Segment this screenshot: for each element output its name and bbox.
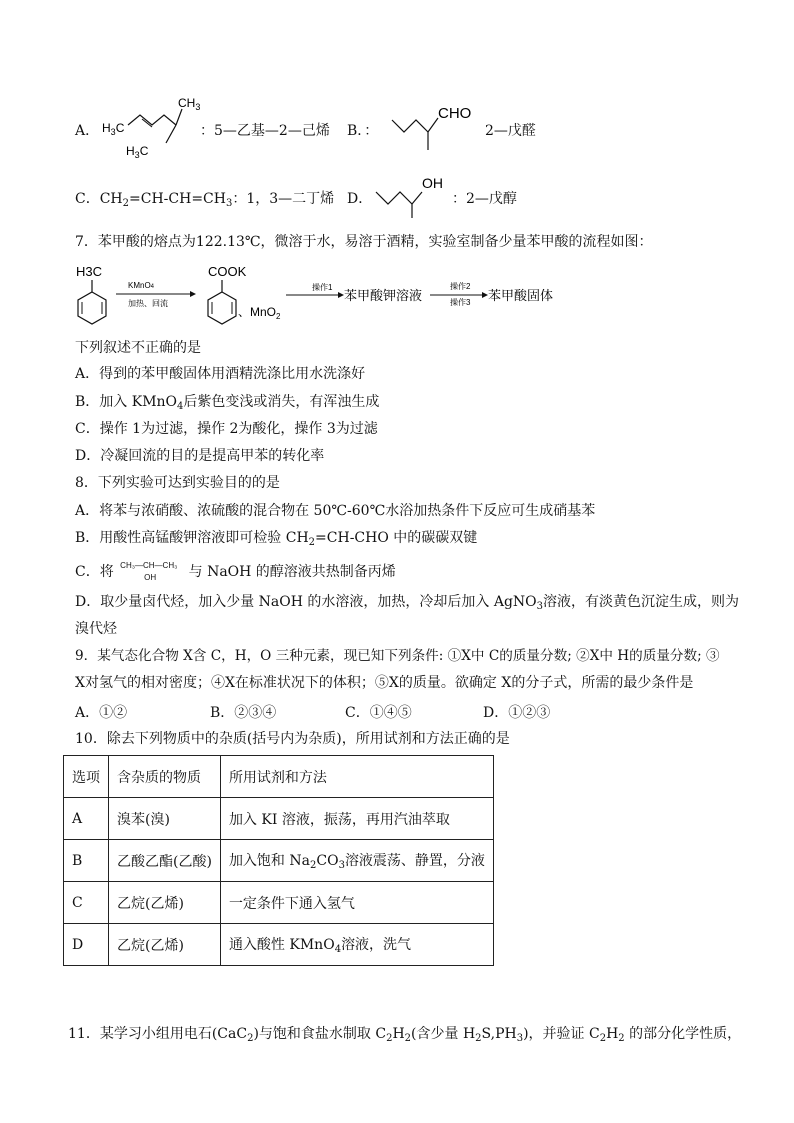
q7-option-b: B．加入 KMnO$_4$后紫色变浅或消失，有浑浊生成 bbox=[75, 394, 380, 412]
q7-question: 下列叙述不正确的是 bbox=[75, 340, 201, 356]
q6-option-c: C．$CH_2=CH-CH=CH_3$：1，3—二丁烯 bbox=[75, 191, 335, 209]
table-row bbox=[64, 882, 494, 924]
table-cell-substance: 乙酸乙酯(乙酸) bbox=[109, 840, 221, 882]
q7-stem: 7．苯甲酸的熔点为122.13℃，微溶于水，易溶于酒精，实验室制备少量苯甲酸的流程如图： bbox=[75, 234, 653, 250]
table-cell-method: 加入 KI 溶液，振荡，再用汽油萃取 bbox=[220, 798, 493, 840]
table-cell-substance: 乙烷(乙烯) bbox=[109, 882, 221, 924]
q7-cook: COOK bbox=[208, 264, 247, 279]
q7-op1: 操作1 bbox=[312, 283, 333, 292]
svg-text:H3C: $H_3C$ bbox=[102, 121, 125, 137]
q7-reagent: KMnO4 bbox=[128, 281, 155, 290]
q8-c-molecule: CH₃—CH—CH₃ OH bbox=[120, 561, 178, 582]
q9-option-c: C．①④⑤ bbox=[345, 705, 412, 721]
q9-option-b: B．②③④ bbox=[210, 705, 277, 721]
table-header: 所用试剂和方法 bbox=[220, 756, 493, 798]
table-cell-substance: 溴苯(溴) bbox=[109, 798, 221, 840]
table-cell-substance: 乙烷(乙烯) bbox=[109, 924, 221, 966]
q7-mno2: 、MnO$_2$ bbox=[238, 305, 281, 321]
q6-option-d-label: D． bbox=[347, 191, 373, 207]
table-row bbox=[64, 840, 494, 882]
q7-toluene-ch3: H3C bbox=[76, 264, 103, 279]
q9-stem-line1: 9．某气态化合物 X含 C，H，O 三种元素，现已知下列条件: ①X中 C的质量分数; ②X中 H的质量分数; ③ bbox=[75, 648, 720, 664]
table-header: 含杂质的物质 bbox=[109, 756, 221, 798]
q7-option-c: C．操作 1为过滤，操作 2为酸化，操作 3为过滤 bbox=[75, 421, 378, 437]
q8-option-a: A．将苯与浓硝酸、浓硫酸的混合物在 50℃-60℃水浴加热条件下反应可生成硝基苯 bbox=[75, 503, 596, 519]
q11-stem: 11．某学习小组用电石(CaC$_2$)与饱和食盐水制取 $C_2H_2$(含少量 $H_2S,PH_3$)，并验证 $C_2H_2$ 的部分化学性质， bbox=[68, 1026, 742, 1044]
table-header-row bbox=[64, 756, 494, 798]
q7-flow-diagram bbox=[72, 258, 572, 330]
table-cell-option: D bbox=[64, 924, 109, 966]
table-cell-method: 一定条件下通入氢气 bbox=[220, 882, 493, 924]
q7-condition: 加热、回流 bbox=[128, 299, 168, 308]
q6-option-a-label: A． bbox=[75, 123, 100, 139]
table-row bbox=[64, 924, 494, 966]
table-cell-option: C bbox=[64, 882, 109, 924]
q6-b-cho: CHO bbox=[438, 105, 472, 122]
table-cell-option: B bbox=[64, 840, 109, 882]
table-cell-method: 通入酸性 KMnO$_4$溶液，洗气 bbox=[220, 924, 493, 966]
q7-product: 苯甲酸固体 bbox=[488, 288, 554, 303]
table-cell-option: A bbox=[64, 798, 109, 840]
q8-option-c: C．将 CH₃—CH—CH₃ OH 与 NaOH 的醇溶液共热制备丙烯 bbox=[75, 561, 396, 582]
q6-option-b-name: 2—戊醛 bbox=[485, 123, 536, 139]
table-cell-method: 加入饱和 $Na_2CO_3$溶液震荡、静置，分液 bbox=[220, 840, 493, 882]
q6-a-ch3-top: CH bbox=[178, 96, 196, 110]
q10-table bbox=[63, 755, 494, 966]
q6-b-structure bbox=[390, 100, 490, 155]
q9-option-d: D．①②③ bbox=[483, 705, 551, 721]
q9-option-a: A．①② bbox=[75, 705, 128, 721]
q7-intermediate: 苯甲酸钾溶液 bbox=[344, 288, 423, 303]
table-row bbox=[64, 798, 494, 840]
q6-d-oh: OH bbox=[422, 175, 443, 191]
svg-text:H3C: $H_3C$ bbox=[126, 144, 149, 160]
q7-option-d: D．冷凝回流的目的是提高甲苯的转化率 bbox=[75, 448, 325, 464]
q6-d-structure bbox=[372, 172, 452, 220]
q6-option-d-name: ：2—戊醇 bbox=[452, 191, 517, 207]
q9-stem-line2: X对氢气的相对密度；④X在标准状况下的体积；⑤X的质量。欲确定 X的分子式，所需的最少条件是 bbox=[75, 675, 694, 691]
q6-a-h3c-left: H bbox=[102, 121, 111, 135]
q8-option-b: B．用酸性高锰酸钾溶液即可检验 $CH_2=CH$-CHO 中的碳碳双键 bbox=[75, 530, 478, 548]
q7-op2: 操作2 bbox=[450, 282, 471, 291]
q6-a-structure bbox=[100, 95, 205, 165]
q7-option-a: A．得到的苯甲酸固体用酒精洗涤比用水洗涤好 bbox=[75, 366, 366, 382]
q8-option-d-line1: D．取少量卤代烃，加入少量 NaOH 的水溶液，加热，冷却后加入 AgNO$_3$溶液，有淡黄色沉淀生成，则为 bbox=[75, 594, 740, 612]
svg-text:CH3: $CH_3$ bbox=[178, 96, 201, 112]
q8-stem: 8．下列实验可达到实验目的的是 bbox=[75, 475, 280, 491]
q6-a-h3c-bottom: H bbox=[126, 144, 135, 158]
q6-option-b-label: B．： bbox=[347, 123, 379, 139]
q7-op3: 操作3 bbox=[450, 298, 471, 307]
q6-option-a-name: ：5—乙基—2—己烯 bbox=[200, 123, 330, 139]
table-header: 选项 bbox=[64, 756, 109, 798]
q8-option-d-line2: 溴代烃 bbox=[75, 621, 117, 637]
q10-stem: 10．除去下列物质中的杂质(括号内为杂质)，所用试剂和方法正确的是 bbox=[75, 731, 510, 747]
